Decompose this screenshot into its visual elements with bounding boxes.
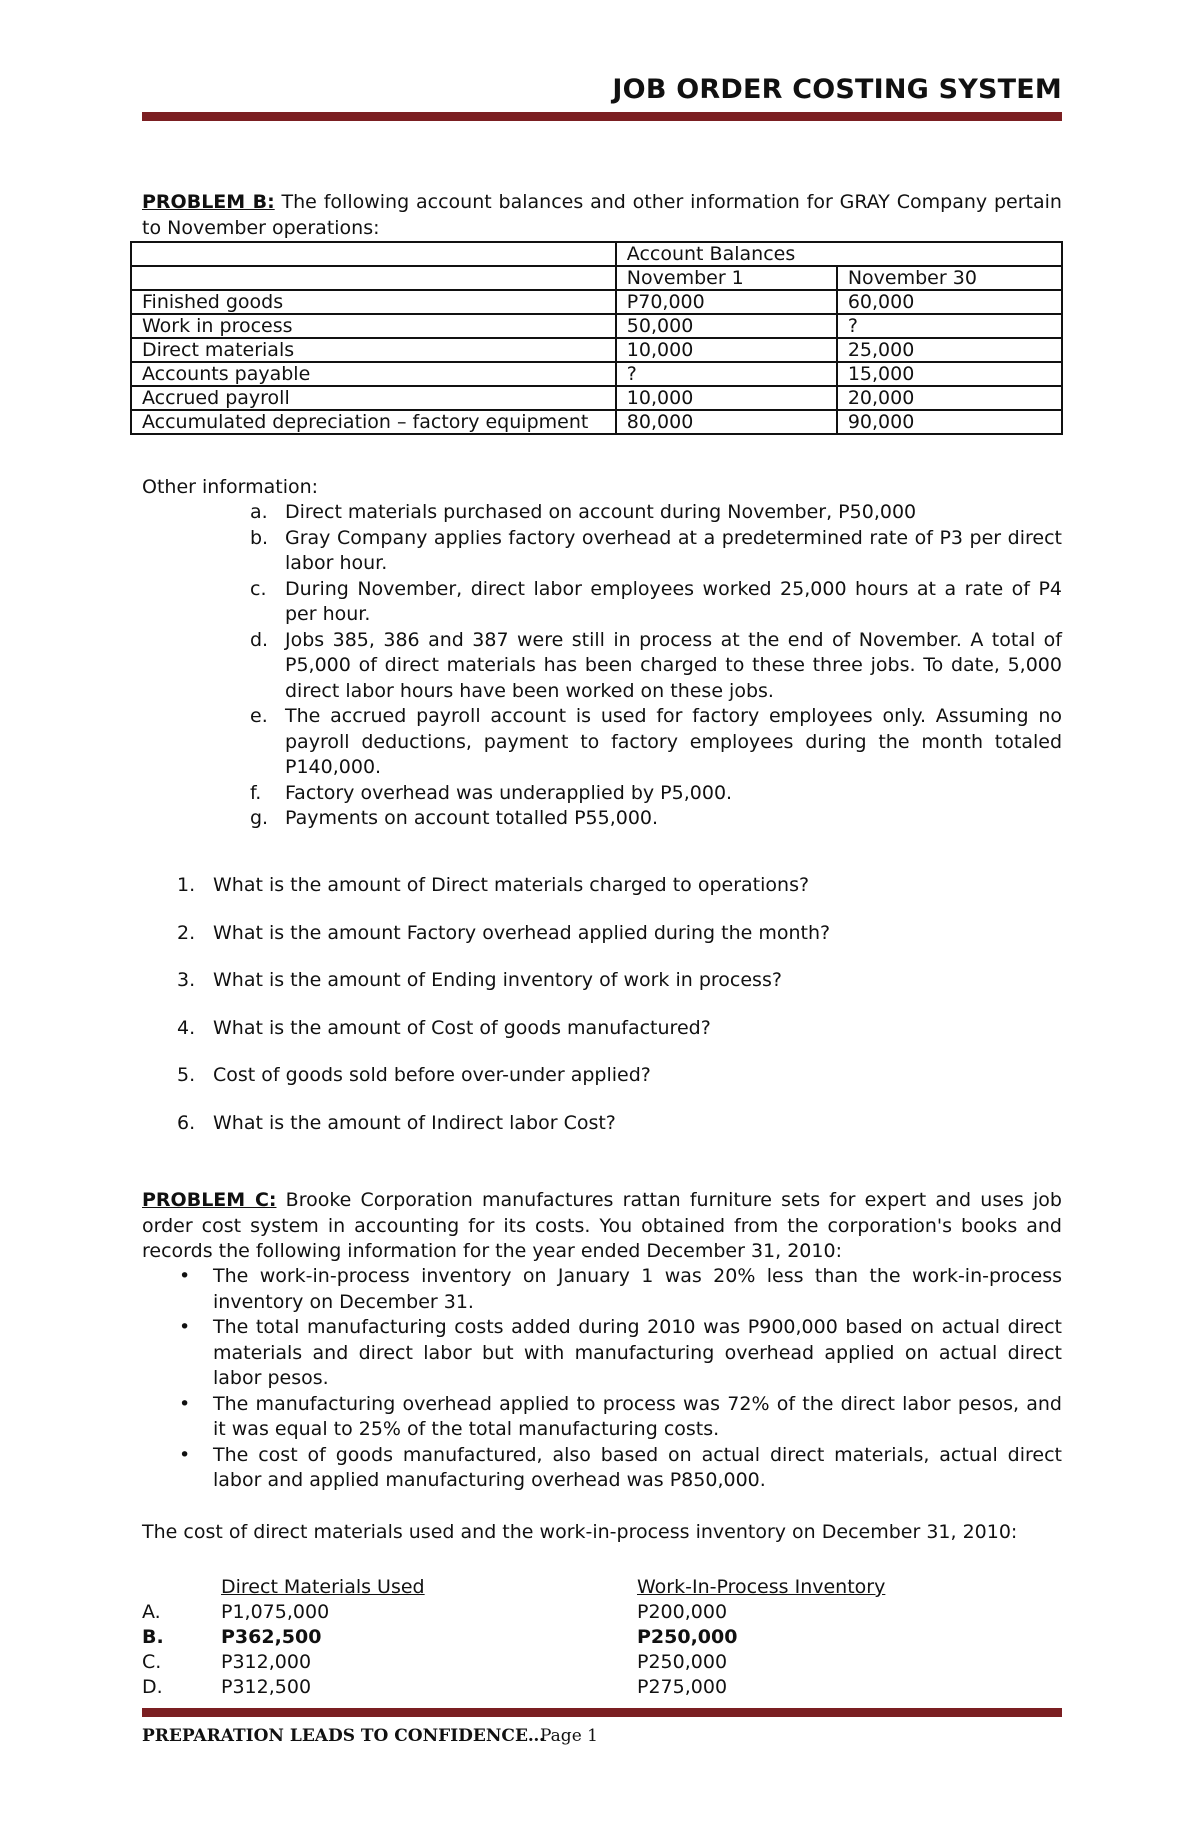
list-marker: 1. [177, 874, 196, 896]
list-item [250, 628, 1062, 705]
list-item-text: Gray Company applies factory overhead at a predetermined rate of P3 per direct labor hour. [285, 526, 1062, 574]
list-item [179, 1315, 1062, 1392]
choice-dm: P362,500 [221, 1626, 322, 1648]
list-item [250, 577, 1062, 628]
choice-letter: C. [142, 1651, 162, 1673]
table-row [131, 290, 1062, 314]
table-cell: ? [837, 314, 1062, 338]
choice-row [142, 1600, 1062, 1625]
choice-row-answer [142, 1625, 1062, 1650]
bullet-icon: • [179, 1265, 191, 1287]
table-cell: Direct materials [131, 338, 616, 362]
list-item-text: The work-in-process inventory on January 1 was 20% less than the work-in-process inventory on December 31. [213, 1265, 1062, 1313]
choice-wip: P250,000 [637, 1626, 738, 1648]
choice-letter: B. [142, 1626, 164, 1648]
problem-c-intro [142, 1188, 1062, 1265]
list-item [179, 1264, 1062, 1315]
choice-dm: P312,500 [221, 1676, 312, 1698]
list-item-text: Factory overhead was underapplied by P5,000. [285, 781, 733, 804]
list-item [250, 500, 1062, 526]
list-marker: 5. [177, 1064, 196, 1086]
footer-tagline: PREPARATION LEADS TO CONFIDENCE… [142, 1726, 545, 1746]
table-row [131, 362, 1062, 386]
footer-rule [142, 1708, 1062, 1717]
table-cell: 10,000 [616, 386, 837, 410]
bullet-icon: • [179, 1443, 191, 1466]
table-cell: Accrued payroll [131, 386, 616, 410]
list-marker: 3. [177, 969, 196, 991]
list-item [250, 806, 1062, 832]
list-item-text: The accrued payroll account is used for factory employees only. Assuming no payroll deductions, payment to factory employees during the month totaled P140,000. [285, 705, 1062, 778]
table-header-row [131, 266, 1062, 290]
problem-c-bullets [179, 1264, 1062, 1494]
list-marker: c. [250, 577, 267, 600]
table-column-header: November 30 [837, 266, 1062, 290]
list-item [250, 526, 1062, 577]
bullet-icon: • [179, 1392, 191, 1415]
question-list [177, 873, 1062, 1158]
answer-choices [142, 1575, 1062, 1700]
list-item-text: Jobs 385, 386 and 387 were still in process at the end of November. A total of P5,000 of direct materials has been charged to these three jobs. To date, 5,000 direct labor hours have been worked on these jobs. [285, 628, 1062, 702]
table-cell: Accounts payable [131, 362, 616, 386]
list-item [250, 781, 1062, 807]
table-row [131, 338, 1062, 362]
footer-page-number: Page 1 [540, 1726, 598, 1746]
list-item [177, 1016, 1062, 1064]
list-marker: b. [250, 526, 269, 549]
table-row [131, 410, 1062, 434]
table-cell: 25,000 [837, 338, 1062, 362]
choice-row [142, 1675, 1062, 1700]
table-cell: ? [616, 362, 837, 386]
choice-letter: D. [142, 1676, 163, 1698]
table-group-header: Account Balances [616, 242, 1062, 266]
choice-letter: A. [142, 1601, 161, 1623]
list-item [179, 1443, 1062, 1494]
choice-header-row [142, 1575, 1062, 1600]
list-item [177, 1063, 1062, 1111]
bullet-icon: • [179, 1316, 191, 1338]
table-cell [131, 242, 616, 266]
choice-header-wip: Work-In-Process Inventory [637, 1576, 886, 1598]
other-info-label: Other information: [142, 476, 319, 498]
question-text: What is the amount of Ending inventory of work in process? [213, 969, 782, 991]
list-marker: d. [250, 628, 269, 651]
list-item-text: Direct materials purchased on account during November, P50,000 [285, 501, 917, 523]
problem-b-label: PROBLEM B: [142, 191, 275, 213]
list-item [250, 704, 1062, 781]
list-marker: 4. [177, 1016, 196, 1039]
list-marker: e. [250, 705, 268, 727]
question-text: What is the amount of Cost of goods manufactured? [213, 1016, 711, 1039]
list-item-text: Payments on account totalled P55,000. [285, 807, 659, 829]
table-cell: 60,000 [837, 290, 1062, 314]
table-cell: 10,000 [616, 338, 837, 362]
question-text: What is the amount of Indirect labor Cost? [213, 1111, 616, 1134]
list-item [177, 968, 1062, 1016]
question-text: What is the amount of Direct materials charged to operations? [213, 874, 810, 896]
list-marker: a. [250, 501, 268, 523]
choice-wip: P200,000 [637, 1601, 728, 1623]
list-item [177, 873, 1062, 921]
list-item [177, 921, 1062, 969]
table-cell: 15,000 [837, 362, 1062, 386]
table-cell: Finished goods [131, 290, 616, 314]
table-cell: Work in process [131, 314, 616, 338]
list-marker: g. [250, 807, 269, 829]
other-info-list [250, 500, 1062, 832]
list-item [177, 1111, 1062, 1159]
problem-c-label: PROBLEM C: [142, 1189, 277, 1211]
list-item [179, 1392, 1062, 1443]
table-cell: Accumulated depreciation – factory equipment [131, 410, 616, 434]
choice-wip: P250,000 [637, 1651, 728, 1673]
question-text: What is the amount Factory overhead applied during the month? [213, 921, 831, 944]
table-cell: 50,000 [616, 314, 837, 338]
problem-b-intro-text: The following account balances and other information for GRAY Company pertain to November operations: [142, 191, 1062, 239]
table-cell: 20,000 [837, 386, 1062, 410]
problem-c-intro-text: Brooke Corporation manufactures rattan furniture sets for expert and uses job order cost system in accounting for its costs. You obtained from the corporation's books and records the following information for the year ended December 31, 2010: [142, 1189, 1062, 1262]
list-marker: 6. [177, 1111, 196, 1134]
choice-header-dm: Direct Materials Used [221, 1576, 425, 1598]
table-cell: 90,000 [837, 410, 1062, 434]
table-row [131, 314, 1062, 338]
table-group-header-row [131, 242, 1062, 266]
problem-c-question: The cost of direct materials used and the work-in-process inventory on December 31, 2010: [142, 1521, 1018, 1543]
list-marker: 2. [177, 921, 196, 944]
list-marker: f. [250, 781, 262, 804]
account-balances-table [130, 241, 1063, 435]
list-item-text: The manufacturing overhead applied to process was 72% of the direct labor pesos, and it was equal to 25% of the total manufacturing costs. [213, 1392, 1062, 1440]
choice-row [142, 1650, 1062, 1675]
table-cell: 80,000 [616, 410, 837, 434]
table-cell: P70,000 [616, 290, 837, 314]
page-header-title: JOB ORDER COSTING SYSTEM [612, 74, 1062, 105]
choice-dm: P312,000 [221, 1651, 312, 1673]
question-text: Cost of goods sold before over-under applied? [213, 1064, 651, 1086]
list-item-text: During November, direct labor employees worked 25,000 hours at a rate of P4 per hour. [285, 577, 1062, 625]
table-row [131, 386, 1062, 410]
choice-dm: P1,075,000 [221, 1601, 330, 1623]
problem-b-intro [142, 190, 1062, 241]
table-column-header: November 1 [616, 266, 837, 290]
list-item-text: The total manufacturing costs added during 2010 was P900,000 based on actual direct materials and direct labor but with manufacturing overhead applied on actual direct labor pesos. [213, 1316, 1062, 1389]
choice-wip: P275,000 [637, 1676, 728, 1698]
header-rule [142, 112, 1062, 121]
list-item-text: The cost of goods manufactured, also based on actual direct materials, actual direct labor and applied manufacturing overhead was P850,000. [213, 1443, 1062, 1491]
table-cell [131, 266, 616, 290]
